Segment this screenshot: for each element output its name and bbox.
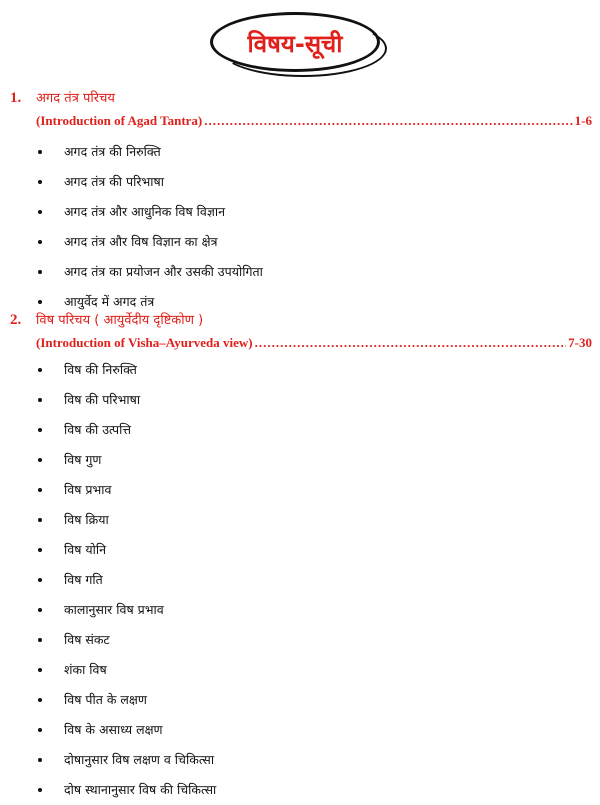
bullet-icon [38, 180, 42, 184]
list-item [36, 355, 592, 385]
leader-dots [255, 335, 567, 351]
bullet-icon [38, 668, 42, 672]
bullet-icon [38, 758, 42, 762]
list-item [36, 685, 592, 715]
list-item-text: दोषानुसार विष लक्षण व चिकित्सा [64, 752, 215, 767]
list-item-text: विष क्रिया [64, 512, 109, 527]
bullet-icon [38, 728, 42, 732]
bullet-icon [38, 240, 42, 244]
list-item [36, 385, 592, 415]
chapter-number: 1. [10, 90, 22, 106]
list-item [36, 505, 592, 535]
list-item-text: अगद तंत्र की निरुक्ति [64, 144, 161, 159]
page-title: विषय-सूची [247, 30, 343, 58]
topic-list [36, 137, 592, 317]
topic-list [36, 355, 592, 805]
bullet-icon [38, 210, 42, 214]
list-item-text: अगद तंत्र और आधुनिक विष विज्ञान [64, 204, 226, 219]
list-item [36, 535, 592, 565]
list-item-text: विष गुण [64, 452, 102, 467]
list-item-text: विष की निरुक्ति [64, 362, 137, 377]
list-item-text: दोष स्थानानुसार विष की चिकित्सा [64, 782, 217, 797]
bullet-icon [38, 548, 42, 552]
chapter-title-hindi: विष परिचय ( आयुर्वेदीय दृष्टिकोण ) [36, 313, 204, 328]
leader-dots [204, 113, 572, 129]
list-item [36, 775, 592, 805]
list-item-text: आयुर्वेद में अगद तंत्र [64, 294, 155, 309]
list-item-text: अगद तंत्र का प्रयोजन और उसकी उपयोगिता [64, 264, 263, 279]
list-item-text: विष योनि [64, 542, 107, 557]
chapter-title-english-line[interactable] [36, 113, 592, 129]
list-item [36, 655, 592, 685]
chapter-heading [10, 310, 592, 329]
chapter-title-english-line[interactable] [36, 335, 592, 351]
chapter-title-english: (Introduction of Agad Tantra) [36, 113, 203, 128]
list-item [36, 415, 592, 445]
list-item-text: विष संकट [64, 632, 110, 647]
list-item [36, 197, 592, 227]
chapter-2 [10, 310, 592, 805]
bullet-icon [38, 488, 42, 492]
list-item-text: शंका विष [64, 662, 107, 677]
chapter-title-hindi: अगद तंत्र परिचय [36, 91, 115, 106]
list-item-text: विष गति [64, 572, 103, 587]
bullet-icon [38, 300, 42, 304]
list-item [36, 167, 592, 197]
list-item-text: विष की परिभाषा [64, 392, 141, 407]
page-range: 7-30 [568, 335, 592, 350]
bullet-icon [38, 578, 42, 582]
chapter-number: 2. [10, 312, 22, 328]
bullet-icon [38, 458, 42, 462]
chapter-title-english: (Introduction of Visha–Ayurveda view) [36, 335, 253, 350]
list-item [36, 137, 592, 167]
list-item [36, 715, 592, 745]
list-item [36, 625, 592, 655]
chapter-heading [10, 88, 592, 107]
list-item [36, 227, 592, 257]
list-item [36, 445, 592, 475]
bullet-icon [38, 398, 42, 402]
list-item [36, 565, 592, 595]
list-item-text: कालानुसार विष प्रभाव [64, 602, 164, 617]
bullet-icon [38, 698, 42, 702]
bullet-icon [38, 518, 42, 522]
list-item-text: विष की उत्पत्ति [64, 422, 132, 437]
list-item-text: अगद तंत्र की परिभाषा [64, 174, 164, 189]
bullet-icon [38, 270, 42, 274]
list-item-text: विष प्रभाव [64, 482, 112, 497]
list-item-text: अगद तंत्र और विष विज्ञान का क्षेत्र [64, 234, 218, 249]
bullet-icon [38, 608, 42, 612]
list-item [36, 475, 592, 505]
list-item [36, 257, 592, 287]
list-item-text: विष के असाध्य लक्षण [64, 722, 163, 737]
bullet-icon [38, 428, 42, 432]
title-ellipse [210, 12, 380, 72]
bullet-icon [38, 788, 42, 792]
bullet-icon [38, 368, 42, 372]
bullet-icon [38, 150, 42, 154]
chapter-1 [10, 88, 592, 317]
page-range: 1-6 [574, 113, 592, 128]
bullet-icon [38, 638, 42, 642]
list-item [36, 745, 592, 775]
list-item-text: विष पीत के लक्षण [64, 692, 147, 707]
list-item [36, 595, 592, 625]
